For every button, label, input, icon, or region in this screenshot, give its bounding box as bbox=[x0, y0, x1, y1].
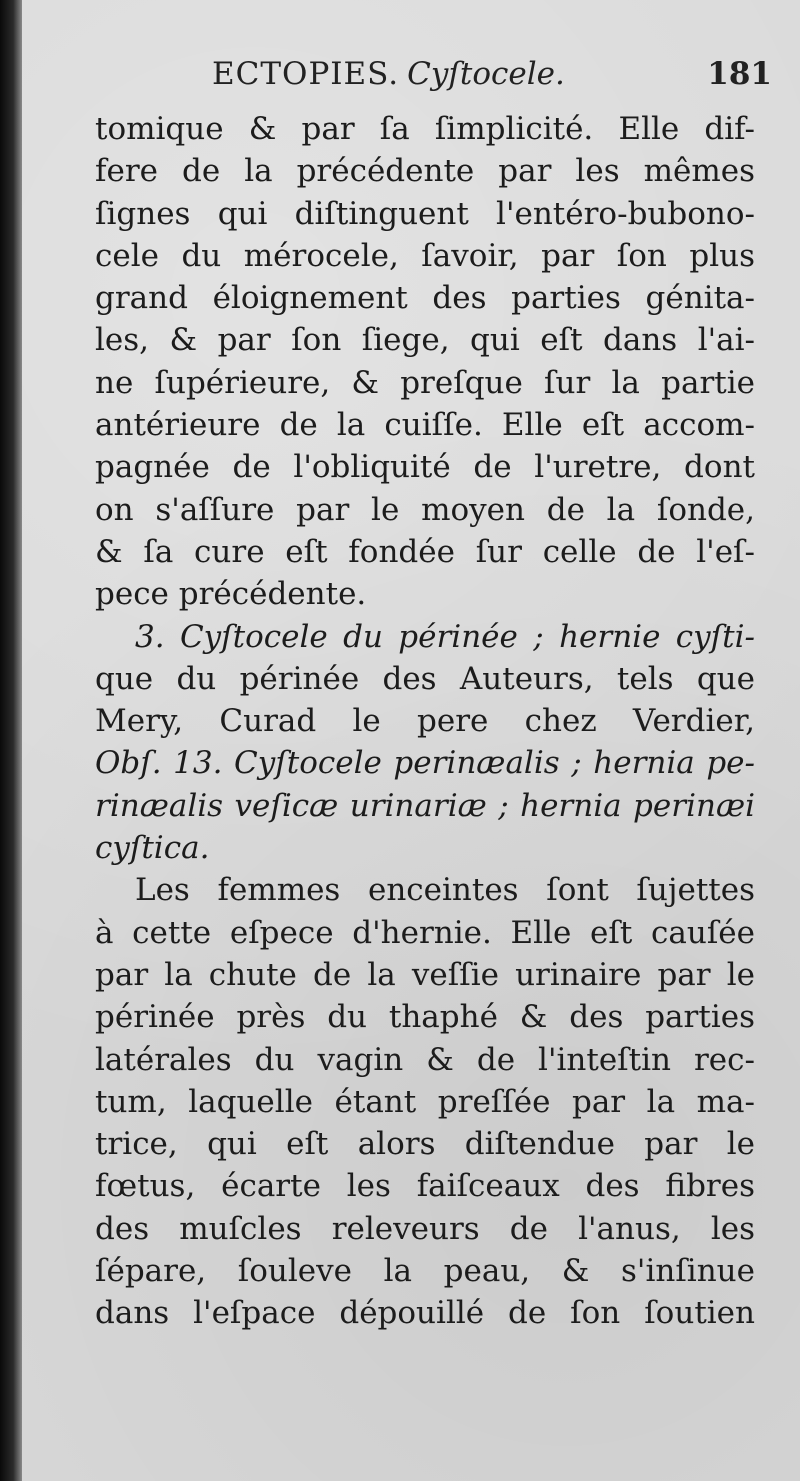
text-line: grand éloignement des parties génita- bbox=[95, 280, 755, 317]
text-line: des muſcles releveurs de l'anus, les bbox=[95, 1210, 755, 1247]
text-line: rinæalis veſicæ urinariæ ; hernia perinæi bbox=[95, 787, 755, 824]
text-line: Les femmes enceintes ſont ſujettes bbox=[135, 872, 755, 909]
text-line: ſépare, ſouleve la peau, & s'inſinue bbox=[95, 1253, 755, 1290]
text-line: pece précédente. bbox=[95, 576, 367, 613]
text-line: ne ſupérieure, & preſque ſur la partie bbox=[95, 364, 755, 401]
header-subtitle: Cyſtocele. bbox=[407, 56, 565, 92]
text-line: les, & par ſon ſiege, qui eſt dans l'ai- bbox=[95, 322, 755, 359]
text-line: à cette eſpece d'hernie. Elle eſt cauſée bbox=[95, 914, 755, 951]
text-line: & ſa cure eſt fondée ſur celle de l'eſ- bbox=[95, 533, 755, 570]
text-line: antérieure de la cuiſſe. Elle eſt accom- bbox=[95, 407, 755, 444]
text-line: Obſ. 13. Cyſtocele perinæalis ; hernia pe- bbox=[95, 745, 755, 782]
text-line: Mery, Curad le pere chez Verdier, bbox=[95, 703, 755, 740]
text-line: cyſtica. bbox=[95, 830, 210, 867]
text-line: pagnée de l'obliquité de l'uretre, dont bbox=[95, 449, 755, 486]
body-text bbox=[95, 108, 755, 1335]
header-title: ECTOPIES. bbox=[212, 56, 400, 92]
text-line: dans l'eſpace dépouillé de ſon ſoutien bbox=[95, 1295, 755, 1332]
text-line: périnée près du thaphé & des parties bbox=[95, 999, 755, 1036]
text-line: fœtus, écarte les faiſceaux des fibres bbox=[95, 1168, 755, 1205]
text-line: 3. Cyſtocele du périnée ; hernie cyſti- bbox=[135, 618, 755, 655]
text-line: tum, laquelle étant preſſée par la ma- bbox=[95, 1083, 755, 1120]
text-line: tomique & par ſa ſimplicité. Elle dif- bbox=[95, 111, 755, 147]
book-page bbox=[22, 0, 800, 1481]
text-line: que du périnée des Auteurs, tels que bbox=[95, 660, 755, 697]
text-line: trice, qui eſt alors diſtendue par le bbox=[95, 1126, 755, 1163]
text-line: latérales du vagin & de l'inteſtin rec- bbox=[95, 1041, 755, 1078]
text-line: cele du mérocele, ſavoir, par ſon plus bbox=[95, 237, 755, 274]
running-header bbox=[212, 56, 772, 96]
page-number: 181 bbox=[707, 56, 772, 92]
text-line: par la chute de la veſſie urinaire par le bbox=[95, 956, 755, 993]
text-line: fere de la précédente par les mêmes bbox=[95, 153, 755, 190]
text-line: on s'aſſure par le moyen de la ſonde, bbox=[95, 491, 755, 528]
page-binding-edge bbox=[0, 0, 22, 1481]
text-line: ſignes qui diſtinguent l'entéro-bubono- bbox=[95, 195, 755, 232]
